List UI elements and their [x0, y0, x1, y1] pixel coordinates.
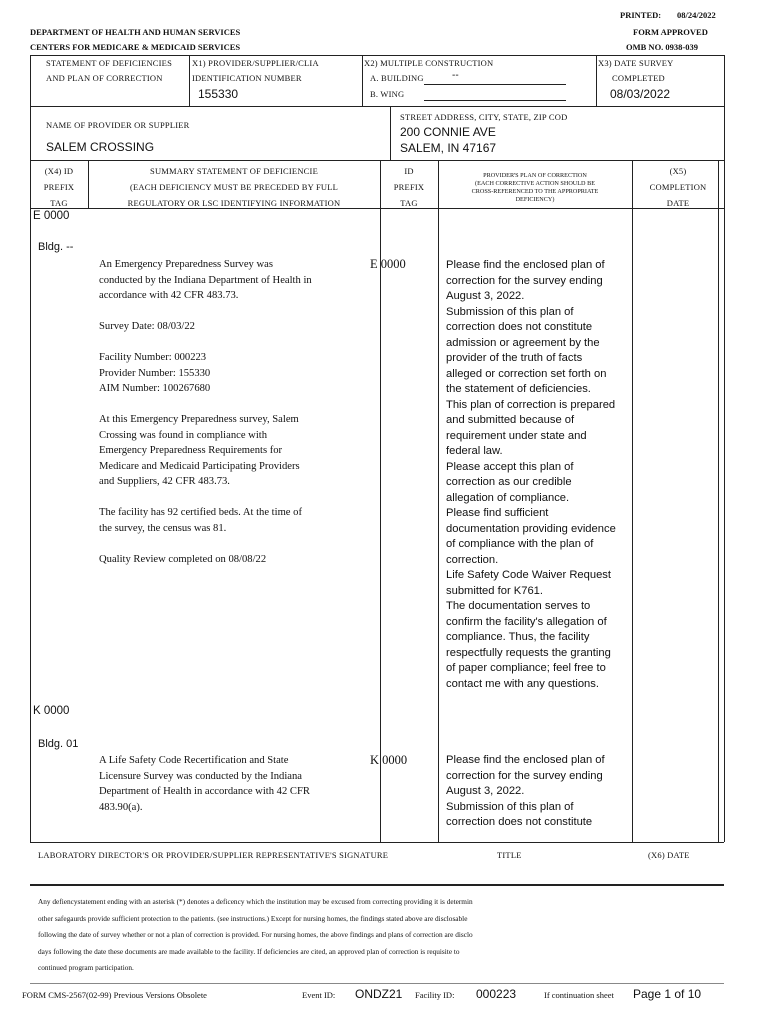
- rule: [30, 842, 724, 843]
- poc-line: correction does not constitute: [446, 816, 593, 828]
- wing-label: B. WING: [370, 89, 405, 99]
- narrative-line: Quality Review completed on 08/08/22: [99, 553, 267, 565]
- centers-title: CENTERS FOR MEDICARE & MEDICAID SERVICES: [30, 42, 241, 52]
- x3-label-2: COMPLETED: [612, 73, 665, 83]
- narrative-line: AIM Number: 100267680: [99, 383, 211, 394]
- poc-line: This plan of correction is prepared: [446, 398, 616, 411]
- poc-line: Please find sufficient: [446, 507, 549, 519]
- narrative-line: Facility Number: 000223: [99, 352, 207, 363]
- rule: [30, 106, 724, 107]
- department-title: DEPARTMENT OF HEALTH AND HUMAN SERVICES: [30, 27, 241, 37]
- rule: [30, 160, 724, 161]
- disclaimer: [38, 894, 724, 977]
- rule: [189, 55, 190, 106]
- x2-label: X2) MULTIPLE CONSTRUCTION: [364, 58, 494, 68]
- poc-header-1: PROVIDER'S PLAN OF CORRECTION: [483, 172, 587, 179]
- survey-date-value: 08/03/2022: [610, 87, 671, 101]
- poc-line: the statement of deficiencies.: [446, 383, 591, 395]
- section1-id-tag: E 0000: [370, 257, 406, 271]
- poc-line: correction.: [446, 553, 499, 566]
- rule: [632, 160, 633, 842]
- disclaimer-line: following the date of survey whether or not a plan of correction is provided. For nursing homes, the above findings and plans of correction are disclo: [38, 930, 473, 939]
- signature-rule: [30, 884, 724, 886]
- poc-line: correction for the survey ending: [446, 769, 603, 782]
- signature-label: LABORATORY DIRECTOR'S OR PROVIDER/SUPPLIER REPRESENTATIVE'S SIGNATURE: [38, 850, 389, 860]
- x3-label-1: X3) DATE SURVEY: [598, 58, 674, 68]
- disclaimer-line: continued program participation.: [38, 963, 134, 972]
- address-label: STREET ADDRESS, CITY, STATE, ZIP COD: [400, 112, 568, 122]
- provider-id-value: 155330: [198, 87, 239, 101]
- event-id-value: ONDZ21: [355, 987, 403, 1001]
- disclaimer-line: days following the date these documents are made available to the facility. If deficiencies are cited, an approved plan of correction is requisite to: [38, 946, 460, 956]
- rule: [438, 160, 439, 842]
- printed-label: PRINTED:: [620, 10, 662, 20]
- building-label: A. BUILDING: [370, 73, 424, 83]
- wing-underline: [424, 100, 566, 101]
- disclaimer-line: Any defiencystatement ending with an asterisk (*) denotes a deficency which the institution may be excused from correcting providing it is determin: [38, 897, 473, 906]
- narrative-line: the survey, the census was 81.: [99, 522, 227, 534]
- facility-id-label: Facility ID:: [415, 990, 455, 1000]
- statement-label-2: AND PLAN OF CORRECTION: [46, 73, 163, 83]
- narrative-line: Emergency Preparedness Requirements for: [99, 445, 283, 456]
- section2-id-tag: K 0000: [370, 753, 408, 767]
- summary-header-3: REGULATORY OR LSC IDENTIFYING INFORMATION: [127, 198, 341, 208]
- summary-header-1: SUMMARY STATEMENT OF DEFICIENCIE: [150, 166, 318, 176]
- poc-line: Life Safety Code Waiver Request: [446, 569, 611, 581]
- section1-plan-of-correction: [446, 258, 630, 692]
- statement-label-1: STATEMENT OF DEFICIENCIES: [46, 58, 173, 68]
- disclaimer-line: other safegaurds provide sufficient protection to the patients. (see instructions.) Except for nursing homes, the findings stated above are disclosable: [38, 913, 468, 923]
- form-approved: FORM APPROVED: [633, 27, 708, 37]
- section2-building: Bldg. 01: [38, 738, 79, 750]
- x5-header-3: DATE: [666, 198, 690, 208]
- narrative-line: conducted by the Indiana Department of Health in: [99, 274, 312, 286]
- poc-line: Please accept this plan of: [446, 460, 574, 473]
- narrative-line: Medicare and Medicaid Participating Providers: [99, 460, 300, 472]
- section1-narrative: [99, 257, 377, 567]
- poc-line: submitted for K761.: [446, 584, 544, 597]
- narrative-line: [99, 397, 377, 413]
- poc-line: requirement under state and: [446, 429, 587, 442]
- poc-line: of paper compliance; feel free to: [446, 662, 606, 674]
- provider-name: SALEM CROSSING: [46, 140, 155, 154]
- event-id-label: Event ID:: [302, 990, 336, 1000]
- poc-header-2: (EACH CORRECTIVE ACTION SHOULD BE: [475, 180, 595, 187]
- rule: [724, 55, 725, 842]
- x5-header-2: COMPLETION: [649, 182, 707, 192]
- narrative-line: 483.90(a).: [99, 801, 143, 813]
- poc-line: Submission of this plan of: [446, 305, 574, 318]
- page-number: Page 1 of 10: [633, 987, 702, 1001]
- section1-tag: E 0000: [33, 210, 70, 222]
- poc-line: correction for the survey ending: [446, 274, 603, 287]
- date-label: (X6) DATE: [648, 850, 690, 860]
- building-value: --: [452, 70, 459, 81]
- section1-building: Bldg. --: [38, 241, 74, 253]
- poc-line: Please find the enclosed plan of: [446, 259, 605, 271]
- poc-line: admission or agreement by the: [446, 336, 600, 349]
- section2-tag: K 0000: [33, 705, 70, 717]
- facility-id-value: 000223: [476, 987, 517, 1001]
- narrative-line: At this Emergency Preparedness survey, Salem: [99, 414, 299, 425]
- x4-header-2: PREFIX: [43, 182, 75, 192]
- poc-line: August 3, 2022.: [446, 290, 525, 302]
- address-line-2: SALEM, IN 47167: [400, 141, 497, 155]
- narrative-line: An Emergency Preparedness Survey was: [99, 259, 273, 270]
- title-label: TITLE: [497, 850, 522, 860]
- section2-narrative: [99, 753, 377, 815]
- provider-name-label: NAME OF PROVIDER OR SUPPLIER: [46, 120, 190, 130]
- narrative-line: A Life Safety Code Recertification and State: [99, 755, 289, 766]
- printed-date: 08/24/2022: [677, 10, 716, 20]
- id-header-2: PREFIX: [393, 182, 425, 192]
- x5-header-1: (X5): [669, 166, 687, 176]
- narrative-line: Survey Date: 08/03/22: [99, 321, 195, 332]
- summary-header-2: (EACH DEFICIENCY MUST BE PRECEDED BY FULL: [129, 182, 339, 192]
- building-underline: [424, 84, 566, 85]
- poc-header-3: CROSS-REFERENCED TO THE APPROPRIATE: [471, 188, 599, 195]
- narrative-line: and Suppliers, 42 CFR 483.73.: [99, 476, 230, 487]
- rule: [718, 160, 719, 842]
- continuation-label: If continuation sheet: [544, 990, 614, 1000]
- narrative-line: Provider Number: 155330: [99, 367, 211, 379]
- narrative-line: Licensure Survey was conducted by the Indiana: [99, 770, 302, 782]
- poc-line: Please find the enclosed plan of: [446, 754, 605, 766]
- rule: [30, 208, 724, 209]
- poc-header-4: DEFICIENCY): [515, 196, 555, 203]
- address-line-1: 200 CONNIE AVE: [400, 125, 496, 139]
- poc-line: allegation of compliance.: [446, 491, 570, 504]
- poc-line: confirm the facility's allegation of: [446, 615, 607, 628]
- poc-line: correction as our credible: [446, 476, 572, 488]
- id-header-1: ID: [404, 166, 414, 176]
- rule: [30, 55, 724, 56]
- id-header-3: TAG: [400, 198, 418, 208]
- narrative-line: [99, 490, 377, 506]
- poc-line: alleged or correction set forth on: [446, 367, 607, 380]
- narrative-line: [99, 335, 377, 351]
- narrative-line: Crossing was found in compliance with: [99, 429, 268, 441]
- x4-header-3: TAG: [50, 198, 68, 208]
- narrative-line: [99, 536, 377, 552]
- x4-header-1: (X4) ID: [44, 166, 74, 176]
- poc-line: documentation providing evidence: [446, 522, 616, 535]
- poc-line: contact me with any questions.: [446, 677, 599, 690]
- narrative-line: Department of Health in accordance with 42 CFR: [99, 786, 310, 797]
- narrative-line: [99, 304, 377, 320]
- poc-line: and submitted because of: [446, 414, 575, 426]
- narrative-line: The facility has 92 certified beds. At the time of: [99, 507, 302, 518]
- poc-line: federal law.: [446, 445, 503, 457]
- poc-line: Submission of this plan of: [446, 800, 574, 813]
- footer-rule: [30, 983, 724, 984]
- poc-line: correction does not constitute: [446, 321, 593, 333]
- rule: [362, 55, 363, 106]
- poc-line: respectfully requests the granting: [446, 646, 611, 659]
- x1-label-1: X1) PROVIDER/SUPPLIER/CLIA: [192, 58, 319, 68]
- poc-line: provider of the truth of facts: [446, 352, 583, 364]
- rule: [390, 106, 391, 160]
- poc-line: compliance. Thus, the facility: [446, 631, 590, 643]
- x1-label-2: IDENTIFICATION NUMBER: [192, 73, 302, 83]
- poc-line: The documentation serves to: [446, 600, 591, 612]
- poc-line: of compliance with the plan of: [446, 538, 594, 550]
- form-number: FORM CMS-2567(02-99) Previous Versions Obsolete: [22, 990, 207, 1000]
- omb-number: OMB NO. 0938-039: [626, 42, 699, 52]
- rule: [596, 55, 597, 106]
- narrative-line: accordance with 42 CFR 483.73.: [99, 290, 239, 301]
- section2-plan-of-correction: [446, 753, 630, 831]
- poc-line: August 3, 2022.: [446, 785, 525, 797]
